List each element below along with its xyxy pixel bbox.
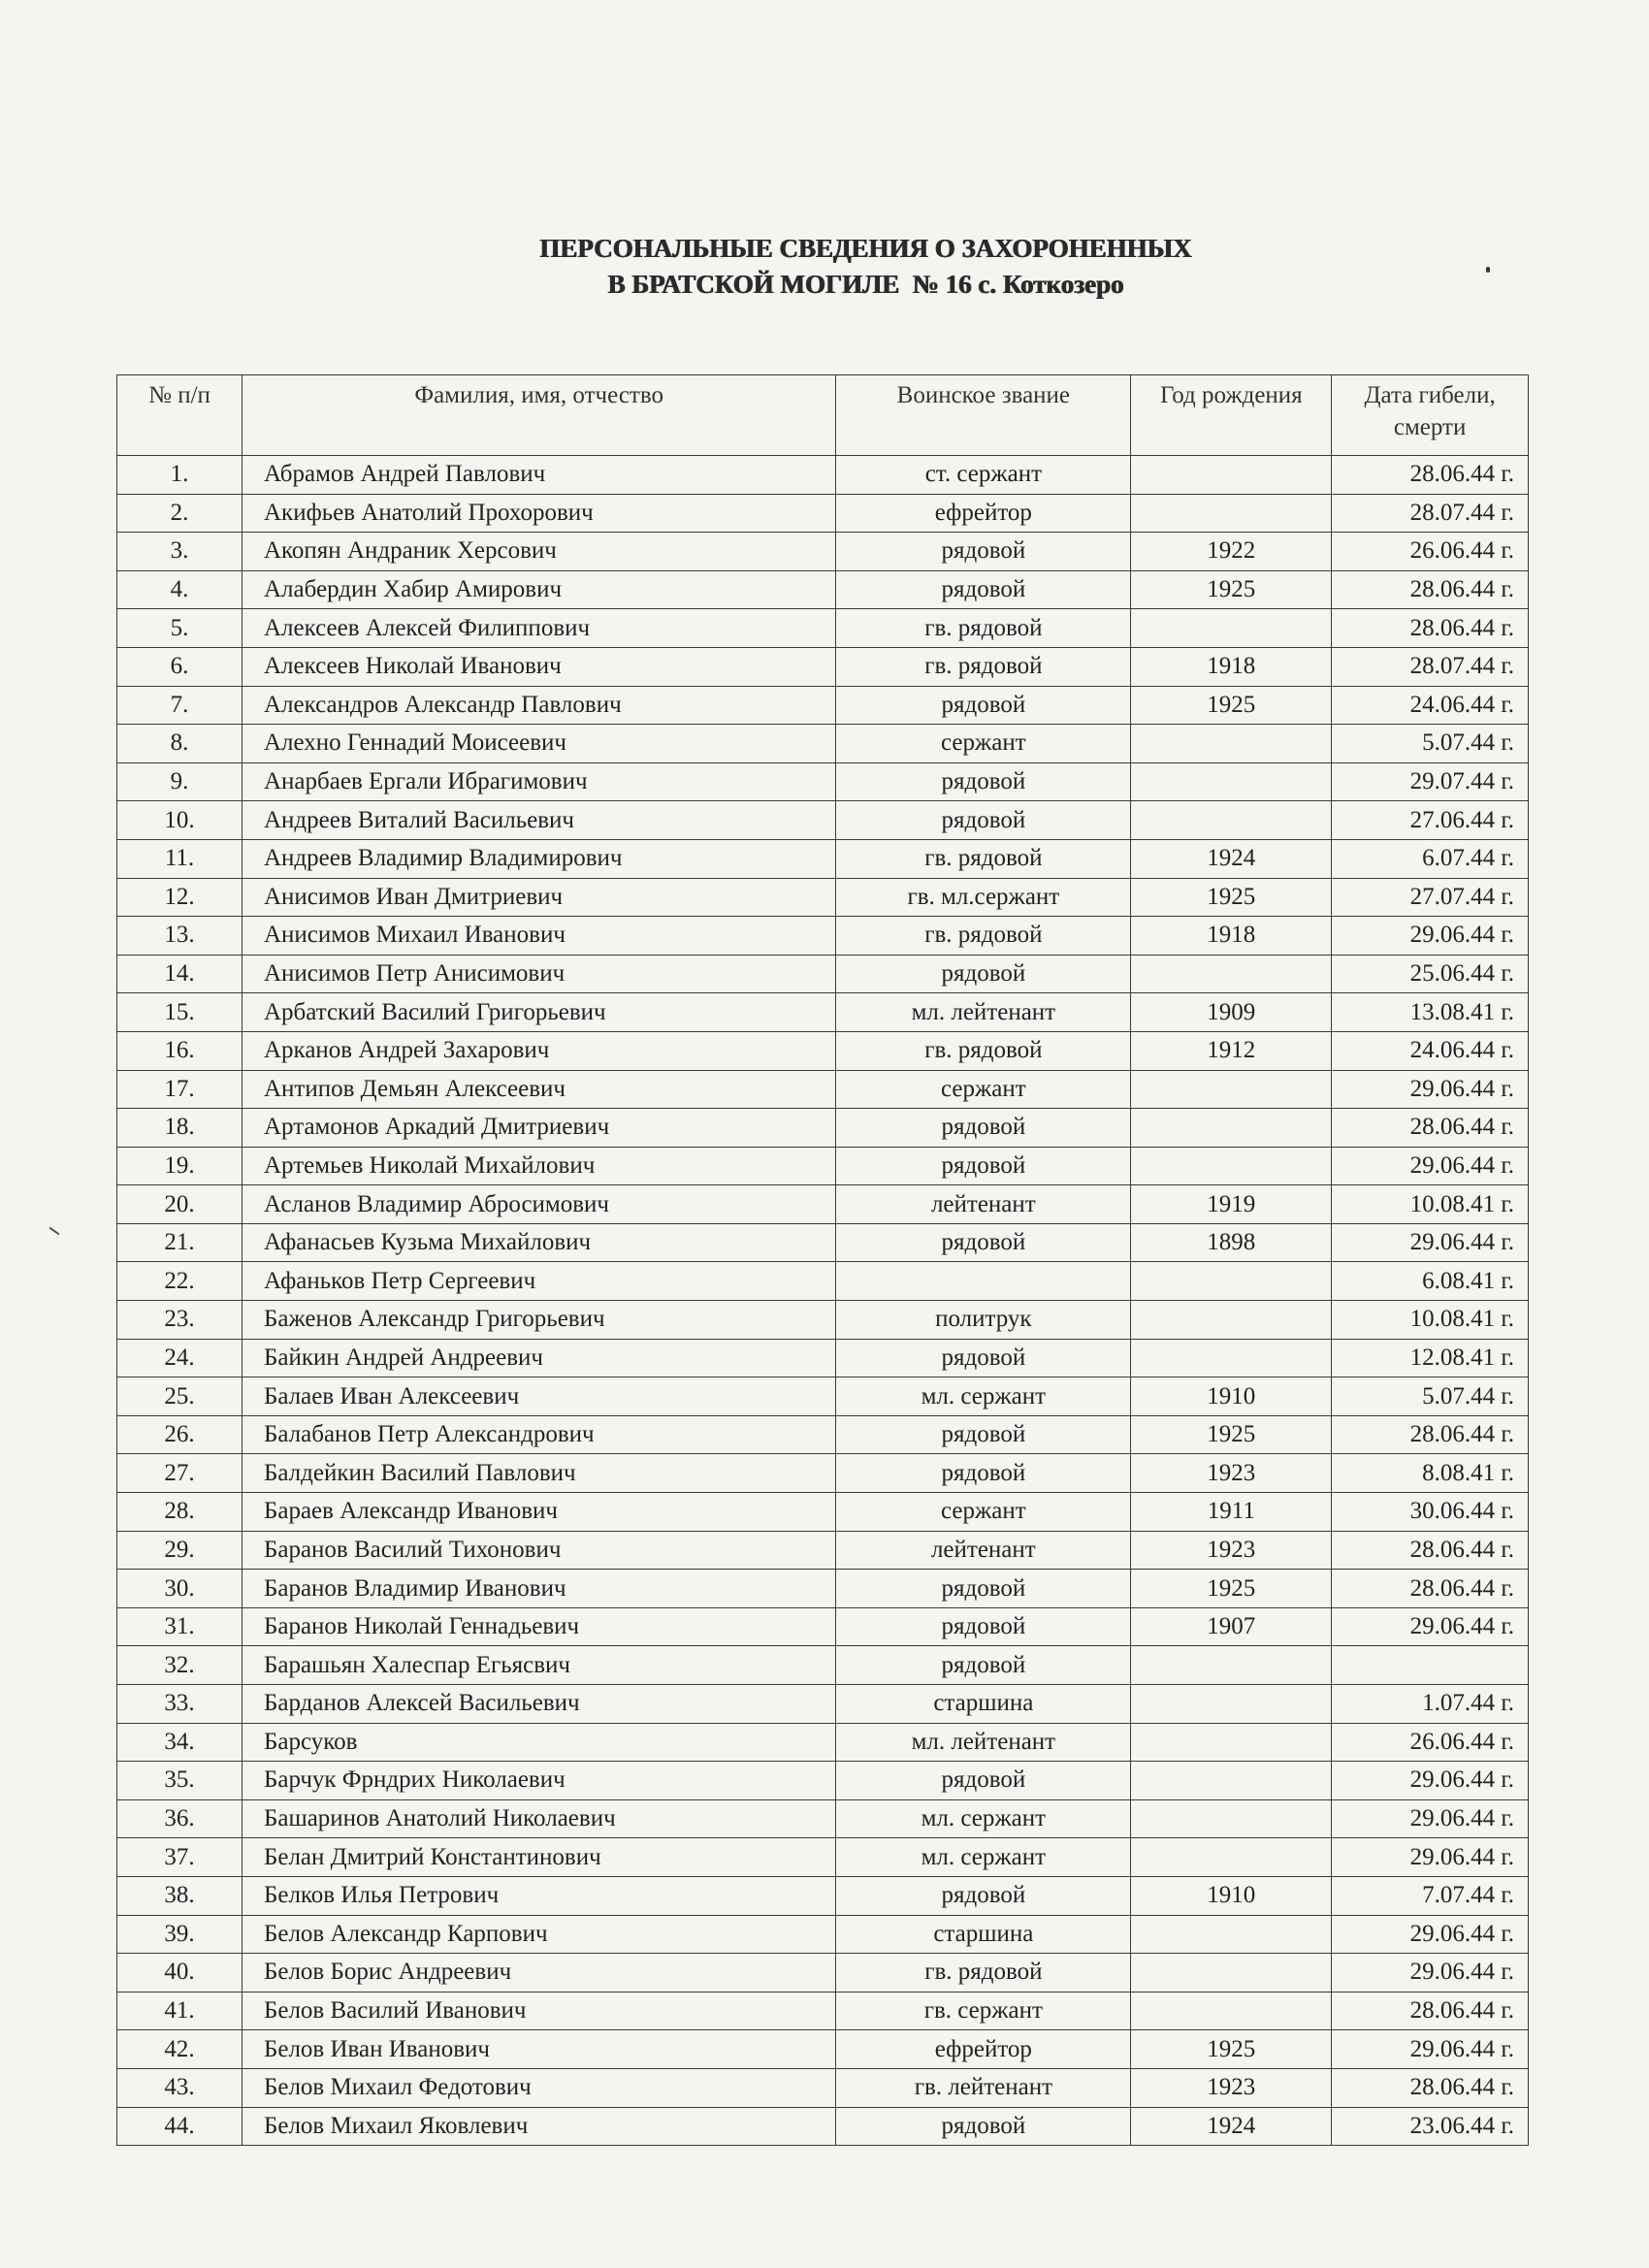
header-number: № п/п	[117, 375, 242, 456]
rank-cell: сержант	[836, 725, 1131, 763]
birth-year-cell	[1131, 1954, 1332, 1993]
table-row	[117, 2068, 1529, 2107]
rank-cell: рядовой	[836, 1339, 1131, 1377]
table-row	[117, 1685, 1529, 1724]
rank-cell: рядовой	[836, 955, 1131, 993]
death-date-cell: 28.07.44 г.	[1332, 494, 1529, 533]
row-number-cell: 15.	[117, 993, 242, 1032]
rank-cell: лейтенант	[836, 1185, 1131, 1224]
birth-year-cell: 1925	[1131, 1415, 1332, 1454]
row-number-cell: 6.	[117, 647, 242, 686]
rank-cell: гв. мл.сержант	[836, 878, 1131, 917]
full-name-cell: Белов Михаил Яковлевич	[242, 2107, 836, 2146]
table-row	[117, 1339, 1529, 1377]
rank-cell: рядовой	[836, 1147, 1131, 1185]
row-number-cell: 41.	[117, 1992, 242, 2030]
birth-year-cell	[1131, 1339, 1332, 1377]
full-name-cell: Афаньков Петр Сергеевич	[242, 1262, 836, 1301]
table-row	[117, 1185, 1529, 1224]
full-name-cell: Белов Василий Иванович	[242, 1992, 836, 2030]
rank-cell: гв. рядовой	[836, 647, 1131, 686]
full-name-cell: Баранов Николай Геннадьевич	[242, 1607, 836, 1646]
death-date-cell: 29.06.44 г.	[1332, 1223, 1529, 1262]
death-date-cell: 28.06.44 г.	[1332, 570, 1529, 609]
rank-cell	[836, 1262, 1131, 1301]
rank-cell: гв. сержант	[836, 1992, 1131, 2030]
table-row	[117, 647, 1529, 686]
table-row	[117, 1454, 1529, 1493]
death-date-cell: 28.06.44 г.	[1332, 609, 1529, 648]
table-row	[117, 1838, 1529, 1877]
table-header	[117, 375, 1529, 456]
table-row	[117, 839, 1529, 878]
rank-cell: рядовой	[836, 1876, 1131, 1915]
full-name-cell: Асланов Владимир Абросимович	[242, 1185, 836, 1224]
rank-cell: мл. лейтенант	[836, 1723, 1131, 1762]
full-name-cell: Балдейкин Василий Павлович	[242, 1454, 836, 1493]
rank-cell: старшина	[836, 1685, 1131, 1724]
margin-mark	[49, 1227, 60, 1236]
rank-cell: рядовой	[836, 762, 1131, 801]
birth-year-cell	[1131, 1301, 1332, 1340]
death-date-cell: 26.06.44 г.	[1332, 1723, 1529, 1762]
row-number-cell: 32.	[117, 1646, 242, 1685]
row-number-cell: 39.	[117, 1915, 242, 1954]
table-row	[117, 1723, 1529, 1762]
death-date-cell: 23.06.44 г.	[1332, 2107, 1529, 2146]
full-name-cell: Белов Александр Карпович	[242, 1915, 836, 1954]
death-date-cell: 29.06.44 г.	[1332, 1147, 1529, 1185]
rank-cell: рядовой	[836, 1762, 1131, 1800]
table-row	[117, 1147, 1529, 1185]
rank-cell: мл. сержант	[836, 1377, 1131, 1416]
row-number-cell: 37.	[117, 1838, 242, 1877]
rank-cell: рядовой	[836, 1570, 1131, 1608]
table-row	[117, 1531, 1529, 1570]
table-row	[117, 609, 1529, 648]
birth-year-cell	[1131, 609, 1332, 648]
title-line-2: В БРАТСКОЙ МОГИЛЕ № 16 с. Коткозеро	[607, 270, 1124, 299]
row-number-cell: 23.	[117, 1301, 242, 1340]
table-row	[117, 1109, 1529, 1148]
row-number-cell: 16.	[117, 1031, 242, 1070]
death-date-cell: 29.06.44 г.	[1332, 1838, 1529, 1877]
row-number-cell: 1.	[117, 456, 242, 495]
full-name-cell: Алабердин Хабир Амирович	[242, 570, 836, 609]
death-date-cell: 27.06.44 г.	[1332, 801, 1529, 840]
row-number-cell: 2.	[117, 494, 242, 533]
full-name-cell: Байкин Андрей Андреевич	[242, 1339, 836, 1377]
full-name-cell: Анисимов Петр Анисимович	[242, 955, 836, 993]
rank-cell: рядовой	[836, 1646, 1131, 1685]
birth-year-cell	[1131, 725, 1332, 763]
rank-cell: сержант	[836, 1493, 1131, 1532]
birth-year-cell	[1131, 762, 1332, 801]
rank-cell: рядовой	[836, 570, 1131, 609]
rank-cell: мл. сержант	[836, 1838, 1131, 1877]
table-row	[117, 955, 1529, 993]
full-name-cell: Артемьев Николай Михайлович	[242, 1147, 836, 1185]
full-name-cell: Андреев Владимир Владимирович	[242, 839, 836, 878]
table-row	[117, 1876, 1529, 1915]
death-date-cell: 29.06.44 г.	[1332, 917, 1529, 956]
death-date-cell: 7.07.44 г.	[1332, 1876, 1529, 1915]
table-row	[117, 1070, 1529, 1109]
death-date-cell: 29.06.44 г.	[1332, 1915, 1529, 1954]
header-birth-year: Год рождения	[1131, 375, 1332, 456]
birth-year-cell	[1131, 1838, 1332, 1877]
full-name-cell: Балабанов Петр Александрович	[242, 1415, 836, 1454]
rank-cell: сержант	[836, 1070, 1131, 1109]
table-row	[117, 2030, 1529, 2069]
death-date-cell: 12.08.41 г.	[1332, 1339, 1529, 1377]
rank-cell: рядовой	[836, 1454, 1131, 1493]
rank-cell: рядовой	[836, 1415, 1131, 1454]
birth-year-cell	[1131, 801, 1332, 840]
death-date-cell: 8.08.41 г.	[1332, 1454, 1529, 1493]
rank-cell: рядовой	[836, 1607, 1131, 1646]
birth-year-cell: 1918	[1131, 647, 1332, 686]
death-date-cell: 5.07.44 г.	[1332, 1377, 1529, 1416]
row-number-cell: 7.	[117, 686, 242, 725]
birth-year-cell	[1131, 1762, 1332, 1800]
birth-year-cell: 1910	[1131, 1876, 1332, 1915]
death-date-cell: 6.08.41 г.	[1332, 1262, 1529, 1301]
birth-year-cell	[1131, 1992, 1332, 2030]
title-line-1: ПЕРСОНАЛЬНЫЕ СВЕДЕНИЯ О ЗАХОРОНЕННЫХ	[539, 234, 1192, 263]
full-name-cell: Белов Борис Андреевич	[242, 1954, 836, 1993]
row-number-cell: 21.	[117, 1223, 242, 1262]
full-name-cell: Белов Михаил Федотович	[242, 2068, 836, 2107]
full-name-cell: Баранов Владимир Иванович	[242, 1570, 836, 1608]
birth-year-cell: 1911	[1131, 1493, 1332, 1532]
rank-cell: ефрейтор	[836, 2030, 1131, 2069]
death-date-cell: 10.08.41 г.	[1332, 1301, 1529, 1340]
full-name-cell: Антипов Демьян Алексеевич	[242, 1070, 836, 1109]
death-date-cell: 28.06.44 г.	[1332, 1531, 1529, 1570]
death-date-cell: 6.07.44 г.	[1332, 839, 1529, 878]
table-row	[117, 762, 1529, 801]
birth-year-cell: 1923	[1131, 1531, 1332, 1570]
death-date-cell	[1332, 1646, 1529, 1685]
rank-cell: ст. сержант	[836, 456, 1131, 495]
row-number-cell: 17.	[117, 1070, 242, 1109]
ink-speck	[1486, 267, 1490, 273]
birth-year-cell: 1909	[1131, 993, 1332, 1032]
rank-cell: гв. рядовой	[836, 1031, 1131, 1070]
birth-year-cell	[1131, 1799, 1332, 1838]
death-date-cell: 25.06.44 г.	[1332, 955, 1529, 993]
death-date-cell: 28.06.44 г.	[1332, 1992, 1529, 2030]
table-row	[117, 2107, 1529, 2146]
rank-cell: гв. рядовой	[836, 917, 1131, 956]
table-row	[117, 801, 1529, 840]
rank-cell: мл. сержант	[836, 1799, 1131, 1838]
birth-year-cell	[1131, 1646, 1332, 1685]
full-name-cell: Башаринов Анатолий Николаевич	[242, 1799, 836, 1838]
rank-cell: рядовой	[836, 1223, 1131, 1262]
full-name-cell: Баранов Василий Тихонович	[242, 1531, 836, 1570]
table-row	[117, 1301, 1529, 1340]
full-name-cell: Арканов Андрей Захарович	[242, 1031, 836, 1070]
row-number-cell: 27.	[117, 1454, 242, 1493]
full-name-cell: Барашьян Халеспар Егьясвич	[242, 1646, 836, 1685]
death-date-cell: 29.06.44 г.	[1332, 1799, 1529, 1838]
table-row	[117, 1992, 1529, 2030]
row-number-cell: 3.	[117, 533, 242, 571]
death-date-cell: 28.06.44 г.	[1332, 456, 1529, 495]
full-name-cell: Арбатский Василий Григорьевич	[242, 993, 836, 1032]
row-number-cell: 36.	[117, 1799, 242, 1838]
death-date-cell: 29.07.44 г.	[1332, 762, 1529, 801]
rank-cell: рядовой	[836, 2107, 1131, 2146]
header-full-name: Фамилия, имя, отчество	[242, 375, 836, 456]
full-name-cell: Акифьев Анатолий Прохорович	[242, 494, 836, 533]
header-row	[117, 375, 1529, 456]
birth-year-cell	[1131, 1685, 1332, 1724]
row-number-cell: 14.	[117, 955, 242, 993]
row-number-cell: 43.	[117, 2068, 242, 2107]
birth-year-cell: 1925	[1131, 1570, 1332, 1608]
full-name-cell: Балаев Иван Алексеевич	[242, 1377, 836, 1416]
birth-year-cell	[1131, 1723, 1332, 1762]
table-row	[117, 917, 1529, 956]
full-name-cell: Алексеев Алексей Филиппович	[242, 609, 836, 648]
death-date-cell: 28.06.44 г.	[1332, 1109, 1529, 1148]
table-row	[117, 1262, 1529, 1301]
row-number-cell: 33.	[117, 1685, 242, 1724]
full-name-cell: Белан Дмитрий Константинович	[242, 1838, 836, 1877]
rank-cell: рядовой	[836, 533, 1131, 571]
row-number-cell: 26.	[117, 1415, 242, 1454]
table-body	[117, 456, 1529, 2146]
full-name-cell: Акопян Андраник Херсович	[242, 533, 836, 571]
rank-cell: гв. рядовой	[836, 839, 1131, 878]
birth-year-cell: 1919	[1131, 1185, 1332, 1224]
birth-year-cell: 1922	[1131, 533, 1332, 571]
burial-table	[116, 374, 1529, 2146]
death-date-cell: 29.06.44 г.	[1332, 1954, 1529, 1993]
row-number-cell: 11.	[117, 839, 242, 878]
row-number-cell: 10.	[117, 801, 242, 840]
death-date-cell: 27.07.44 г.	[1332, 878, 1529, 917]
row-number-cell: 28.	[117, 1493, 242, 1532]
table-row	[117, 570, 1529, 609]
table-row	[117, 1915, 1529, 1954]
birth-year-cell	[1131, 456, 1332, 495]
birth-year-cell: 1898	[1131, 1223, 1332, 1262]
birth-year-cell	[1131, 1915, 1332, 1954]
full-name-cell: Афанасьев Кузьма Михайлович	[242, 1223, 836, 1262]
table-row	[117, 878, 1529, 917]
birth-year-cell: 1918	[1131, 917, 1332, 956]
table-row	[117, 494, 1529, 533]
row-number-cell: 4.	[117, 570, 242, 609]
birth-year-cell: 1925	[1131, 878, 1332, 917]
birth-year-cell: 1924	[1131, 2107, 1332, 2146]
row-number-cell: 8.	[117, 725, 242, 763]
row-number-cell: 38.	[117, 1876, 242, 1915]
full-name-cell: Барданов Алексей Васильевич	[242, 1685, 836, 1724]
full-name-cell: Белов Иван Иванович	[242, 2030, 836, 2069]
row-number-cell: 30.	[117, 1570, 242, 1608]
birth-year-cell: 1925	[1131, 570, 1332, 609]
birth-year-cell	[1131, 1262, 1332, 1301]
page-title	[0, 231, 1649, 303]
rank-cell: рядовой	[836, 1109, 1131, 1148]
death-date-cell: 29.06.44 г.	[1332, 1607, 1529, 1646]
birth-year-cell	[1131, 955, 1332, 993]
death-date-cell: 24.06.44 г.	[1332, 686, 1529, 725]
header-death-date: Дата гибели, смерти	[1332, 375, 1529, 456]
full-name-cell: Алексеев Николай Иванович	[242, 647, 836, 686]
full-name-cell: Анарбаев Ергали Ибрагимович	[242, 762, 836, 801]
table-row	[117, 686, 1529, 725]
birth-year-cell: 1925	[1131, 686, 1332, 725]
row-number-cell: 13.	[117, 917, 242, 956]
rank-cell: мл. лейтенант	[836, 993, 1131, 1032]
rank-cell: ефрейтор	[836, 494, 1131, 533]
row-number-cell: 40.	[117, 1954, 242, 1993]
row-number-cell: 19.	[117, 1147, 242, 1185]
table-row	[117, 533, 1529, 571]
row-number-cell: 34.	[117, 1723, 242, 1762]
table-row	[117, 1377, 1529, 1416]
rank-cell: политрук	[836, 1301, 1131, 1340]
rank-cell: гв. рядовой	[836, 609, 1131, 648]
death-date-cell: 28.07.44 г.	[1332, 647, 1529, 686]
full-name-cell: Андреев Виталий Васильевич	[242, 801, 836, 840]
full-name-cell: Артамонов Аркадий Дмитриевич	[242, 1109, 836, 1148]
header-rank: Воинское звание	[836, 375, 1131, 456]
table-row	[117, 1223, 1529, 1262]
death-date-cell: 1.07.44 г.	[1332, 1685, 1529, 1724]
rank-cell: рядовой	[836, 801, 1131, 840]
death-date-cell: 26.06.44 г.	[1332, 533, 1529, 571]
full-name-cell: Анисимов Иван Дмитриевич	[242, 878, 836, 917]
row-number-cell: 31.	[117, 1607, 242, 1646]
full-name-cell: Анисимов Михаил Иванович	[242, 917, 836, 956]
table-row	[117, 1607, 1529, 1646]
rank-cell: рядовой	[836, 686, 1131, 725]
row-number-cell: 22.	[117, 1262, 242, 1301]
full-name-cell: Белков Илья Петрович	[242, 1876, 836, 1915]
table-row	[117, 1799, 1529, 1838]
death-date-cell: 28.06.44 г.	[1332, 1415, 1529, 1454]
row-number-cell: 18.	[117, 1109, 242, 1148]
death-date-cell: 28.06.44 г.	[1332, 1570, 1529, 1608]
full-name-cell: Бараев Александр Иванович	[242, 1493, 836, 1532]
birth-year-cell: 1923	[1131, 1454, 1332, 1493]
birth-year-cell: 1925	[1131, 2030, 1332, 2069]
row-number-cell: 42.	[117, 2030, 242, 2069]
rank-cell: лейтенант	[836, 1531, 1131, 1570]
death-date-cell: 29.06.44 г.	[1332, 2030, 1529, 2069]
row-number-cell: 5.	[117, 609, 242, 648]
death-date-cell: 29.06.44 г.	[1332, 1070, 1529, 1109]
birth-year-cell	[1131, 494, 1332, 533]
table-row	[117, 1415, 1529, 1454]
row-number-cell: 12.	[117, 878, 242, 917]
table-row	[117, 1031, 1529, 1070]
death-date-cell: 10.08.41 г.	[1332, 1185, 1529, 1224]
death-date-cell: 13.08.41 г.	[1332, 993, 1529, 1032]
row-number-cell: 20.	[117, 1185, 242, 1224]
death-date-cell: 30.06.44 г.	[1332, 1493, 1529, 1532]
birth-year-cell: 1907	[1131, 1607, 1332, 1646]
row-number-cell: 29.	[117, 1531, 242, 1570]
table-row	[117, 456, 1529, 495]
row-number-cell: 44.	[117, 2107, 242, 2146]
table-row	[117, 1954, 1529, 1993]
row-number-cell: 24.	[117, 1339, 242, 1377]
table-row	[117, 1646, 1529, 1685]
birth-year-cell	[1131, 1147, 1332, 1185]
full-name-cell: Алехно Геннадий Моисеевич	[242, 725, 836, 763]
death-date-cell: 5.07.44 г.	[1332, 725, 1529, 763]
full-name-cell: Барсуков	[242, 1723, 836, 1762]
birth-year-cell: 1924	[1131, 839, 1332, 878]
full-name-cell: Баженов Александр Григорьевич	[242, 1301, 836, 1340]
birth-year-cell: 1912	[1131, 1031, 1332, 1070]
birth-year-cell: 1910	[1131, 1377, 1332, 1416]
death-date-cell: 28.06.44 г.	[1332, 2068, 1529, 2107]
death-date-cell: 29.06.44 г.	[1332, 1762, 1529, 1800]
table-row	[117, 1762, 1529, 1800]
rank-cell: гв. лейтенант	[836, 2068, 1131, 2107]
table-row	[117, 993, 1529, 1032]
full-name-cell: Александров Александр Павлович	[242, 686, 836, 725]
table-row	[117, 1493, 1529, 1532]
rank-cell: старшина	[836, 1915, 1131, 1954]
row-number-cell: 25.	[117, 1377, 242, 1416]
table-row	[117, 725, 1529, 763]
full-name-cell: Барчук Фрндрих Николаевич	[242, 1762, 836, 1800]
death-date-cell: 24.06.44 г.	[1332, 1031, 1529, 1070]
table-row	[117, 1570, 1529, 1608]
birth-year-cell: 1923	[1131, 2068, 1332, 2107]
birth-year-cell	[1131, 1070, 1332, 1109]
full-name-cell: Абрамов Андрей Павлович	[242, 456, 836, 495]
rank-cell: гв. рядовой	[836, 1954, 1131, 1993]
row-number-cell: 35.	[117, 1762, 242, 1800]
row-number-cell: 9.	[117, 762, 242, 801]
birth-year-cell	[1131, 1109, 1332, 1148]
